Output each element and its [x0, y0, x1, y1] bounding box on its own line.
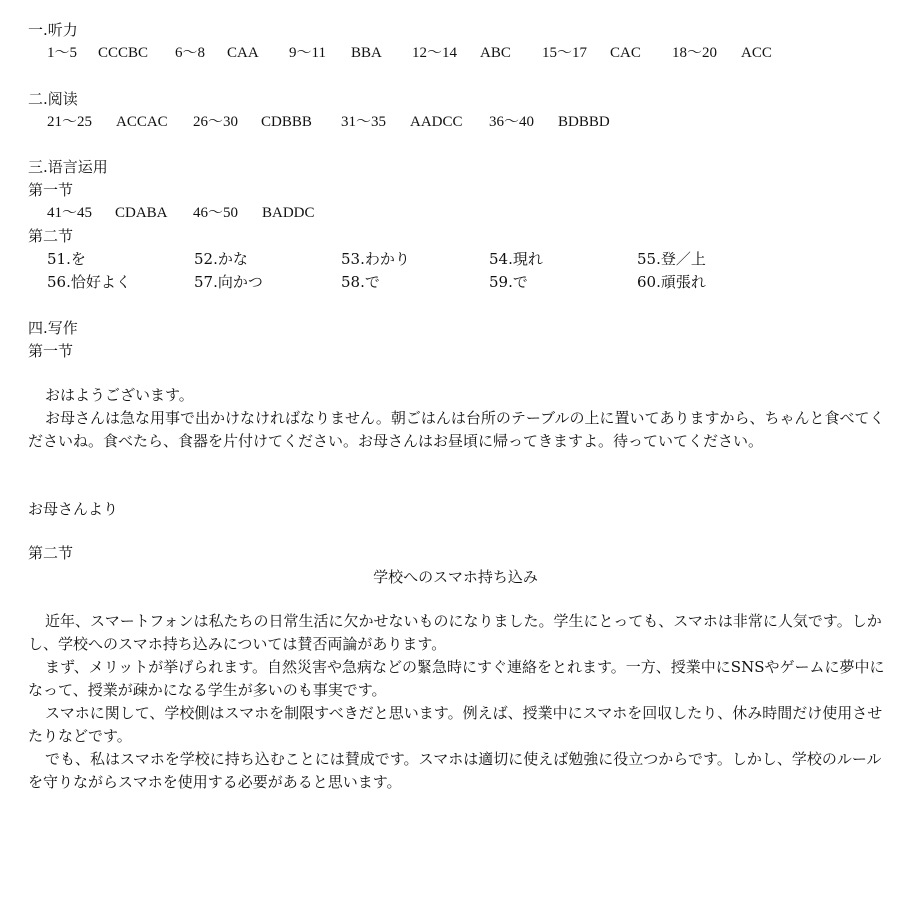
answer-range: 31～35: [341, 114, 387, 130]
answer-range: 9～11: [289, 45, 326, 61]
answer-range: 18～20: [672, 45, 718, 61]
part-label: 第一节: [28, 181, 74, 199]
answer-letters: ACCAC: [116, 114, 168, 130]
answer-range: 6～8: [175, 45, 206, 61]
answer-letters: CCCBC: [98, 45, 149, 61]
answer-range: 36～40: [489, 114, 535, 130]
essay-paragraph: でも、私はスマホを学校に持ち込むことには賛成です。スマホは適切に使えば勉強に役立つからです。しかし、学校のルールを守りながらスマホを使用する必要があると思います。: [28, 750, 882, 791]
essay-paragraph: 近年、スマートフォンは私たちの日常生活に欠かせないものになりました。学生にとっても、スマホは非常に人気です。しかし、学校へのスマホ持ち込みについては賛否両論があります。: [28, 612, 882, 653]
fill-answer: 53.わかり: [341, 250, 410, 268]
fill-answer: 59.で: [489, 273, 528, 291]
answer-letters: ACC: [741, 45, 772, 61]
answer-letters: CDBBB: [261, 114, 312, 130]
fill-answer: 57.向かつ: [194, 273, 263, 291]
answer-range: 21～25: [47, 114, 93, 130]
essay-title: 学校へのスマホ持ち込み: [373, 568, 538, 586]
section-heading-language-use: 三.语言运用: [28, 158, 108, 176]
fill-answer: 56.恰好よく: [47, 273, 131, 291]
fill-answer: 54.現れ: [489, 250, 543, 268]
answer-letters: AADCC: [410, 114, 463, 130]
memo-signature: お母さんより: [28, 500, 119, 518]
answer-range: 1～5: [47, 45, 78, 61]
answer-range: 12～14: [412, 45, 458, 61]
answer-letters: CDABA: [115, 205, 168, 221]
fill-answer: 51.を: [47, 250, 86, 268]
answer-letters: ABC: [480, 45, 511, 61]
part-label: 第二节: [28, 227, 74, 245]
answer-range: 15～17: [542, 45, 588, 61]
answer-range: 41～45: [47, 205, 93, 221]
answer-letters: CAA: [227, 45, 259, 61]
answer-letters: BBA: [351, 45, 382, 61]
fill-answer: 52.かな: [194, 250, 248, 268]
part-label: 第二节: [28, 544, 74, 562]
memo-body: お母さんは急な用事で出かけなければなりません。朝ごはんは台所のテーブルの上に置いてありますから、ちゃんと食べてくださいね。食べたら、食器を片付けてください。お母さんはお昼頃に帰ってきますよ。待っていてください。: [28, 409, 885, 450]
fill-answer: 55.登／上: [637, 250, 706, 268]
essay-paragraph: まず、メリットが挙げられます。自然災害や急病などの緊急時にすぐ連絡をとれます。一方、授業中にSNSやゲームに夢中になって、授業が疎かになる学生が多いのも事実です。: [28, 658, 885, 699]
essay-paragraph: スマホに関して、学校側はスマホを制限すべきだと思います。例えば、授業中にスマホを回収したり、休み時間だけ使用させたりなどです。: [28, 704, 883, 745]
answer-letters: BADDC: [262, 205, 315, 221]
answer-letters: CAC: [610, 45, 641, 61]
answer-letters: BDBBD: [558, 114, 610, 130]
section-heading-reading: 二.阅读: [28, 90, 78, 108]
memo-greeting: おはようございます。: [45, 386, 194, 404]
fill-answer: 60.頑張れ: [637, 273, 706, 291]
answer-range: 26～30: [193, 114, 239, 130]
answer-range: 46～50: [193, 205, 239, 221]
section-heading-writing: 四.写作: [28, 319, 78, 337]
part-label: 第一节: [28, 342, 74, 360]
section-heading-listening: 一.听力: [28, 21, 78, 39]
fill-answer: 58.で: [341, 273, 380, 291]
